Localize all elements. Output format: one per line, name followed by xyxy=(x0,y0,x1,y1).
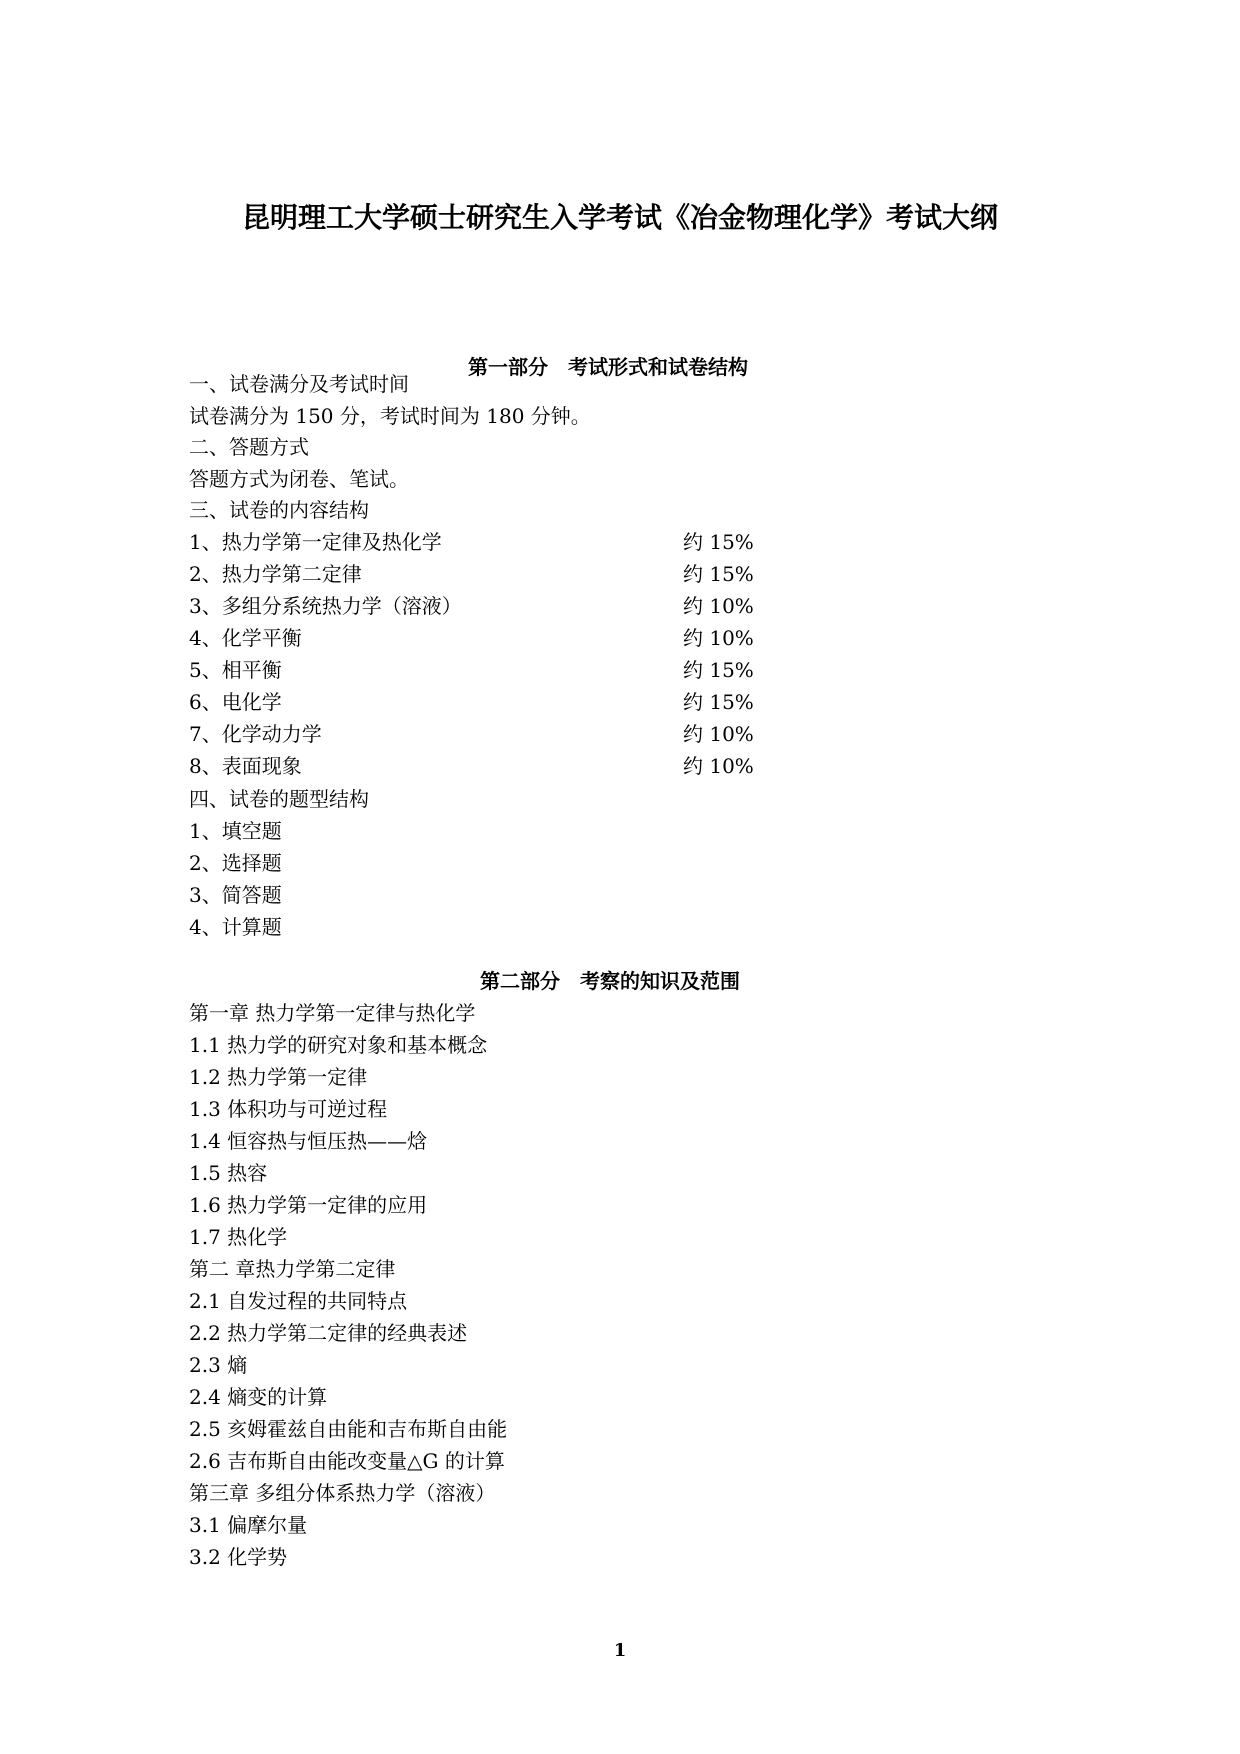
s3-heading: 三、试卷的内容结构 xyxy=(189,498,369,522)
syllabus-line: 1.5 热容 xyxy=(189,1161,268,1185)
content-item-label: 3、多组分系统热力学（溶液） xyxy=(189,594,462,618)
content-item-pct: 约 15% xyxy=(683,530,754,554)
part1-heading: 第一部分 考试形式和试卷结构 xyxy=(468,355,748,379)
content-item-pct: 约 10% xyxy=(683,626,754,650)
syllabus-line: 1.7 热化学 xyxy=(189,1225,288,1249)
syllabus-line: 2.3 熵 xyxy=(189,1353,248,1377)
syllabus-line: 1.4 恒容热与恒压热——焓 xyxy=(189,1129,428,1153)
content-item-label: 2、热力学第二定律 xyxy=(189,562,362,586)
s1-heading: 一、试卷满分及考试时间 xyxy=(189,372,409,396)
content-item-pct: 约 10% xyxy=(683,722,754,746)
content-item-pct: 约 10% xyxy=(683,594,754,618)
content-item-pct: 约 15% xyxy=(683,690,754,714)
page-number: 1 xyxy=(613,1640,627,1661)
content-item-label: 5、相平衡 xyxy=(189,658,282,682)
syllabus-line: 1.1 热力学的研究对象和基本概念 xyxy=(189,1033,488,1057)
s2-text: 答题方式为闭卷、笔试。 xyxy=(189,467,409,491)
part2-heading: 第二部分 考察的知识及范围 xyxy=(480,969,740,993)
syllabus-line: 1.2 热力学第一定律 xyxy=(189,1065,368,1089)
content-item-pct: 约 10% xyxy=(683,754,754,778)
content-item-pct: 约 15% xyxy=(683,562,754,586)
s1-text: 试卷满分为 150 分，考试时间为 180 分钟。 xyxy=(189,404,591,428)
question-type-item: 2、选择题 xyxy=(189,851,282,875)
syllabus-line: 2.2 热力学第二定律的经典表述 xyxy=(189,1321,468,1345)
document-title: 昆明理工大学硕士研究生入学考试《冶金物理化学》考试大纲 xyxy=(241,201,998,234)
content-item-label: 4、化学平衡 xyxy=(189,626,302,650)
syllabus-line: 2.6 吉布斯自由能改变量△G 的计算 xyxy=(189,1449,505,1473)
syllabus-line: 3.2 化学势 xyxy=(189,1545,288,1569)
syllabus-line: 第二 章热力学第二定律 xyxy=(189,1257,396,1281)
s2-heading: 二、答题方式 xyxy=(189,435,309,459)
content-item-label: 8、表面现象 xyxy=(189,754,302,778)
question-type-item: 1、填空题 xyxy=(189,819,282,843)
syllabus-line: 1.3 体积功与可逆过程 xyxy=(189,1097,388,1121)
syllabus-line: 1.6 热力学第一定律的应用 xyxy=(189,1193,428,1217)
syllabus-line: 2.4 熵变的计算 xyxy=(189,1385,328,1409)
question-type-item: 3、简答题 xyxy=(189,883,282,907)
content-item-label: 7、化学动力学 xyxy=(189,722,322,746)
s4-heading: 四、试卷的题型结构 xyxy=(189,787,369,811)
content-item-pct: 约 15% xyxy=(683,658,754,682)
content-item-label: 1、热力学第一定律及热化学 xyxy=(189,530,442,554)
syllabus-line: 2.1 自发过程的共同特点 xyxy=(189,1289,408,1313)
syllabus-line: 2.5 亥姆霍兹自由能和吉布斯自由能 xyxy=(189,1417,508,1441)
syllabus-line: 第一章 热力学第一定律与热化学 xyxy=(189,1001,476,1025)
syllabus-line: 3.1 偏摩尔量 xyxy=(189,1513,308,1537)
content-item-label: 6、电化学 xyxy=(189,690,282,714)
syllabus-line: 第三章 多组分体系热力学（溶液） xyxy=(189,1481,496,1505)
question-type-item: 4、计算题 xyxy=(189,915,282,939)
